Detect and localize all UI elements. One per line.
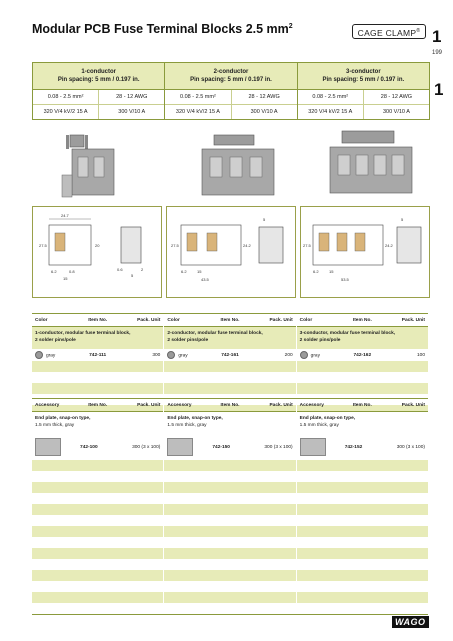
dim-label: 5 — [263, 217, 266, 222]
product-desc: 2 solder pins/pole — [299, 338, 341, 343]
item-number: 742-100 — [80, 444, 98, 450]
spec-cell: 28 - 12 AWG — [98, 90, 164, 104]
col-header: Accessory — [167, 402, 192, 408]
pack-unit: 300 (3 x 100) — [132, 444, 161, 450]
spec-cell: 320 V/4 kV/2 15 A — [175, 109, 220, 115]
section-tab-number: 1 — [434, 80, 444, 99]
spec-spacing: Pin spacing: 5 mm / 0.197 in. — [190, 77, 272, 83]
col-header: Item No. — [352, 317, 372, 323]
color-swatch-icon — [300, 351, 308, 359]
dim-label: 15 — [329, 269, 334, 274]
table-row — [32, 349, 163, 361]
col-header: Pack. Unit — [137, 317, 161, 323]
pack-unit: 300 — [152, 352, 161, 358]
table-row — [32, 434, 163, 460]
drawing-1 — [32, 206, 162, 298]
col-header: Pack. Unit — [401, 317, 425, 323]
dim-label: 24.2 — [385, 243, 393, 248]
page-number: 199 — [432, 50, 443, 56]
product-photos — [32, 125, 428, 200]
spec-cell: 0.08 - 2.5 mm² — [312, 94, 349, 100]
dim-label: 2 — [141, 267, 144, 272]
spec-cell: 300 V/10 A — [231, 105, 297, 119]
dim-label: 15 — [63, 276, 68, 281]
dim-label: 24.7 — [61, 213, 69, 218]
spec-title: 2-conductor — [213, 69, 249, 75]
col-header: Pack. Unit — [401, 402, 425, 408]
col-header: Item No. — [352, 402, 372, 408]
sidebar — [428, 22, 453, 641]
accessory-desc: End plate, snap-on type, — [35, 416, 91, 421]
dim-label: 43.5 — [201, 277, 209, 282]
spec-cell: 300 V/10 A — [363, 105, 429, 119]
spec-cell: 28 - 12 AWG — [231, 90, 297, 104]
dim-label: 6.2 — [313, 269, 319, 274]
dim-label: 24.2 — [243, 243, 251, 248]
spec-title: 1-conductor — [81, 69, 116, 75]
dim-label: 5 — [131, 273, 134, 278]
spec-column — [165, 63, 297, 119]
spec-spacing: Pin spacing: 5 mm / 0.197 in. — [322, 77, 405, 83]
accessory-desc: End plate, snap-on type, — [167, 416, 223, 421]
spec-header-table — [32, 62, 430, 120]
terminal-block-1-photo — [62, 135, 114, 197]
spec-column — [33, 63, 165, 119]
product-desc: 2-conductor, modular fuse terminal block, — [167, 331, 263, 336]
pack-unit: 300 (3 x 100) — [396, 444, 425, 450]
spec-title: 3-conductor — [345, 69, 381, 75]
col-header: Color — [299, 317, 313, 323]
accessory-desc: 1.5 mm thick, gray — [167, 423, 207, 428]
terminal-block-3-photo — [330, 131, 412, 193]
dim-label: 53.5 — [341, 277, 349, 282]
accessory-desc: 1.5 mm thick, gray — [35, 423, 75, 428]
product-desc: 2 solder pins/pole — [35, 338, 76, 343]
spec-cell: 300 V/10 A — [98, 105, 164, 119]
table-row — [297, 434, 428, 460]
accessory-column — [32, 399, 164, 614]
color-value: gray — [46, 353, 56, 359]
color-swatch-icon — [35, 351, 43, 359]
accessory-desc: End plate, snap-on type, — [299, 416, 356, 421]
product-desc: 2 solder pins/pole — [167, 338, 209, 343]
spec-cell: 0.08 - 2.5 mm² — [180, 94, 216, 100]
drawing-2 — [166, 206, 296, 298]
col-header: Item No. — [220, 317, 240, 323]
item-number: 742-162 — [353, 352, 372, 358]
col-header: Item No. — [220, 402, 240, 408]
section-number: 1 — [432, 27, 442, 46]
item-number: 742-152 — [344, 444, 363, 450]
spec-cell: 0.08 - 2.5 mm² — [47, 94, 84, 100]
end-plate-image — [300, 438, 326, 456]
accessory-desc: 1.5 mm thick, gray — [299, 423, 339, 428]
dim-label: 6.2 — [51, 269, 57, 274]
dim-label: 27.5 — [39, 243, 47, 248]
color-value: gray — [310, 353, 320, 359]
pack-unit: 200 — [284, 352, 293, 358]
dim-label: 15 — [197, 269, 202, 274]
product-desc: 1-conductor, modular fuse terminal block, — [35, 331, 131, 336]
dim-label: 6.2 — [181, 269, 187, 274]
color-value: gray — [178, 353, 188, 359]
spec-spacing: Pin spacing: 5 mm / 0.197 in. — [57, 77, 140, 83]
table-row — [164, 434, 295, 460]
col-header: Color — [35, 317, 48, 323]
item-number: 742-161 — [221, 352, 239, 358]
spec-column — [298, 63, 429, 119]
col-header: Color — [167, 317, 180, 323]
item-number: 742-111 — [89, 352, 107, 358]
page-title: Modular PCB Fuse Terminal Blocks 2.5 $mm^2$ — [32, 22, 293, 36]
table-row — [297, 349, 428, 361]
col-header: Accessory — [299, 402, 324, 408]
color-swatch-icon — [167, 351, 175, 359]
spec-cell: 28 - 12 AWG — [363, 90, 429, 104]
accessory-table — [32, 398, 428, 615]
table-row — [164, 349, 295, 361]
dim-label: 0.8 — [69, 269, 75, 274]
item-number: 742-150 — [212, 444, 230, 450]
pack-unit: 300 (3 x 100) — [264, 444, 293, 450]
dim-label: 20 — [95, 243, 100, 248]
col-header: Item No. — [88, 317, 108, 323]
drawing-3 — [300, 206, 430, 298]
terminal-block-2-photo — [202, 135, 274, 195]
col-header: Pack. Unit — [269, 402, 293, 408]
spec-cell: 320 V/4 kV/2 15 A — [43, 109, 88, 115]
col-header: Pack. Unit — [137, 402, 161, 408]
col-header: Pack. Unit — [269, 317, 293, 323]
col-header: Item No. — [88, 402, 108, 408]
end-plate-image — [167, 438, 193, 456]
accessory-column — [297, 399, 428, 614]
wago-logo: WAGO — [392, 616, 429, 628]
col-header: Accessory — [35, 402, 60, 408]
end-plate-image — [35, 438, 61, 456]
cage-clamp-logo: CAGE CLAMP® — [352, 24, 426, 39]
technical-drawings — [32, 206, 428, 298]
accessory-column — [164, 399, 296, 614]
dim-label: 27.5 — [303, 243, 311, 248]
pack-unit: 100 — [416, 352, 425, 358]
spec-cell: 320 V/4 kV/2 15 A — [308, 109, 353, 115]
dim-label: 5 — [401, 217, 404, 222]
product-desc: 3-conductor, modular fuse terminal block, — [299, 331, 396, 336]
dim-label: 0.6 — [117, 267, 123, 272]
dim-label: 27.5 — [171, 243, 179, 248]
